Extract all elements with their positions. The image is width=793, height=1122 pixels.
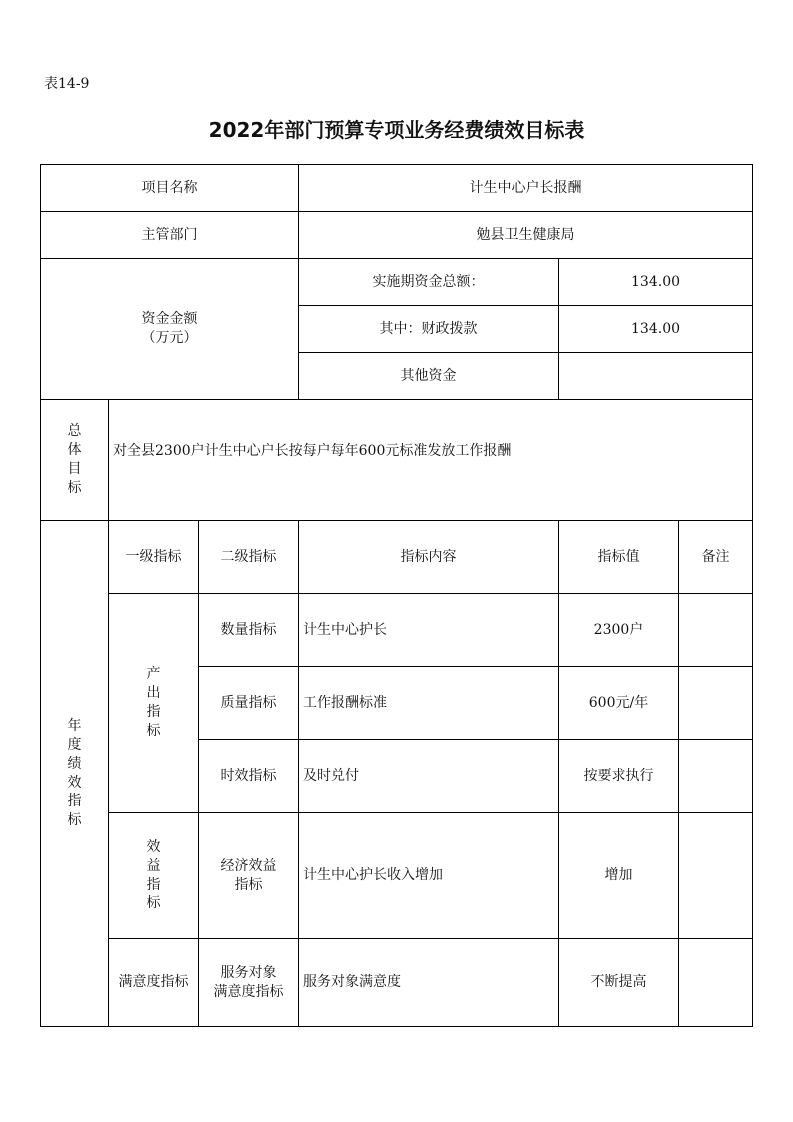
document-number: 表14-9: [44, 76, 90, 92]
satisfaction-remark: [679, 939, 753, 1027]
benefit-label-char: 效: [146, 838, 161, 855]
row-funds-total: [41, 259, 753, 306]
benefit-remark: [679, 813, 753, 939]
funds-label: [41, 259, 299, 400]
output-level2: 数量指标: [199, 594, 299, 667]
row-output-quantity: [41, 594, 753, 667]
funds-other-value: [559, 353, 753, 400]
benefit-level2: [199, 813, 299, 939]
satisfaction-level2-line1: 服务对象: [220, 964, 277, 981]
output-remark: [679, 740, 753, 813]
funds-label-line1: 资金金额: [141, 311, 198, 328]
satisfaction-level2-line2: 满意度指标: [213, 983, 284, 1000]
funds-total-label: 实施期资金总额：: [299, 259, 559, 306]
row-department: [41, 212, 753, 259]
benefit-label-char: 益: [146, 857, 161, 874]
project-name-value: 计生中心户长报酬: [299, 165, 753, 212]
header-level2: 二级指标: [199, 521, 299, 594]
project-name-label: 项目名称: [41, 165, 299, 212]
row-indicator-header: [41, 521, 753, 594]
output-content: 工作报酬标准: [299, 667, 559, 740]
annual-label-char: 年: [67, 717, 82, 734]
row-project-name: [41, 165, 753, 212]
annual-label-char: 度: [67, 736, 82, 753]
header-remark: 备注: [679, 521, 753, 594]
department-value: 勉县卫生健康局: [299, 212, 753, 259]
benefit-value: 增加: [559, 813, 679, 939]
header-level1: 一级指标: [109, 521, 199, 594]
department-label: 主管部门: [41, 212, 299, 259]
header-content: 指标内容: [299, 521, 559, 594]
benefit-level2-line1: 经济效益: [220, 857, 277, 874]
output-value: 600元/年: [559, 667, 679, 740]
annual-label-char: 绩: [67, 755, 82, 772]
header-value: 指标值: [559, 521, 679, 594]
funds-fiscal-value: 134.00: [559, 306, 753, 353]
overall-goal-label-char: 标: [67, 479, 82, 496]
annual-label-char: 标: [67, 812, 82, 829]
funds-other-label: 其他资金: [299, 353, 559, 400]
satisfaction-content: 服务对象满意度: [299, 939, 559, 1027]
benefit-indicator-label: [109, 813, 199, 939]
output-content: 及时兑付: [299, 740, 559, 813]
output-label-char: 产: [146, 666, 161, 683]
annual-indicator-label: [41, 521, 109, 1027]
output-value: 按要求执行: [559, 740, 679, 813]
output-label-char: 标: [146, 722, 161, 739]
output-indicator-label: [109, 594, 199, 813]
overall-goal-label-char: 体: [67, 442, 82, 459]
overall-goal-label-char: 目: [67, 461, 82, 477]
satisfaction-level2: [199, 939, 299, 1027]
overall-goal-label-char: 总: [67, 423, 82, 440]
funds-label-line2: （万元）: [141, 330, 198, 346]
satisfaction-value: 不断提高: [559, 939, 679, 1027]
benefit-level2-line2: 指标: [234, 876, 263, 893]
funds-total-value: 134.00: [559, 259, 753, 306]
overall-goal-text: 对全县2300户计生中心户长按每户每年600元标准发放工作报酬: [109, 400, 753, 521]
benefit-label-char: 指: [146, 876, 161, 893]
output-remark: [679, 594, 753, 667]
output-content: 计生中心护长: [299, 594, 559, 667]
document-title: 2022年部门预算专项业务经费绩效目标表: [208, 118, 585, 142]
satisfaction-level1: 满意度指标: [109, 939, 199, 1027]
row-satisfaction: [41, 939, 753, 1027]
annual-label-char: 指: [67, 793, 82, 810]
overall-goal-label: [41, 400, 109, 521]
performance-target-table: [40, 164, 753, 1027]
benefit-label-char: 标: [146, 895, 161, 912]
output-value: 2300户: [559, 594, 679, 667]
row-benefit: [41, 813, 753, 939]
row-overall-goal: [41, 400, 753, 521]
output-level2: 时效指标: [199, 740, 299, 813]
output-label-char: 出: [146, 685, 161, 702]
annual-label-char: 效: [67, 774, 82, 791]
funds-fiscal-label: 其中：财政拨款: [299, 306, 559, 353]
output-label-char: 指: [146, 704, 161, 720]
benefit-content: 计生中心护长收入增加: [299, 813, 559, 939]
output-remark: [679, 667, 753, 740]
output-level2: 质量指标: [199, 667, 299, 740]
